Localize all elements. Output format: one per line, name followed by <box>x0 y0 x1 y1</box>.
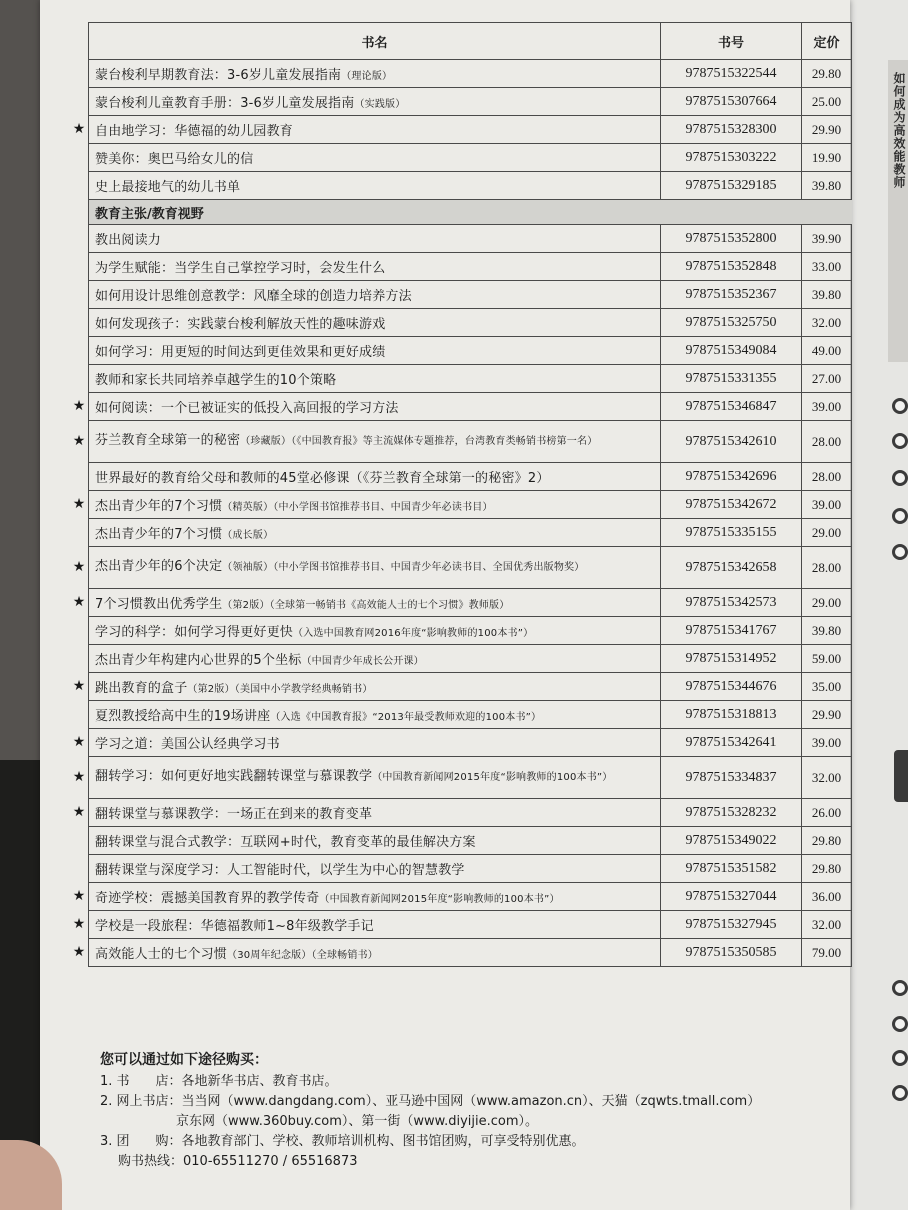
book-price: 39.80 <box>802 172 852 200</box>
book-isbn: 9787515334837 <box>661 757 802 799</box>
book-title: 高效能人士的七个习惯 <box>95 947 228 962</box>
purchase-line-group: 3. 团 购：各地教育部门、学校、教师培训机构、图书馆团购，可享受特别优惠。 <box>100 1134 585 1149</box>
book-edition-note: （珍藏版）（《中国教育报》等主流媒体专题推荐，台湾教育类畅销书榜第一名） <box>240 436 598 447</box>
purchase-heading: 您可以通过如下途径购买： <box>100 1052 268 1068</box>
book-row <box>89 365 852 393</box>
book-row <box>89 463 852 491</box>
book-row <box>89 939 852 967</box>
section-title: 教育主张/教育视野 <box>89 200 852 225</box>
book-row <box>89 253 852 281</box>
book-edition-note: （成长版） <box>222 530 274 541</box>
book-price: 59.00 <box>802 645 852 673</box>
book-isbn: 9787515344676 <box>661 673 802 701</box>
book-row <box>89 225 852 253</box>
book-price: 39.80 <box>802 617 852 645</box>
book-row <box>89 281 852 309</box>
book-edition-note: （实践版） <box>354 99 406 110</box>
book-row <box>89 883 852 911</box>
book-row <box>89 144 852 172</box>
star-icon: ★ <box>72 678 86 694</box>
book-row <box>89 701 852 729</box>
book-isbn: 9787515349084 <box>661 337 802 365</box>
book-title-cell <box>89 253 661 281</box>
book-isbn: 9787515307664 <box>661 88 802 116</box>
book-row <box>89 827 852 855</box>
table-header-row <box>89 23 852 60</box>
book-isbn: 9787515352367 <box>661 281 802 309</box>
book-title-cell <box>89 337 661 365</box>
book-title: 翻转学习：如何更好地实践翻转课堂与慕课教学 <box>95 769 373 784</box>
book-isbn: 9787515342573 <box>661 589 802 617</box>
book-title-cell <box>89 589 661 617</box>
book-edition-note: （精英版）（中小学图书馆推荐书目、中国青少年必读书目） <box>222 502 493 513</box>
book-price: 26.00 <box>802 799 852 827</box>
star-icon: ★ <box>72 594 86 610</box>
book-title-cell <box>89 421 661 463</box>
binding-ring-icon <box>892 398 908 414</box>
book-isbn: 9787515349022 <box>661 827 802 855</box>
header-title: 书名 <box>89 23 661 60</box>
book-title: 如何发现孩子：实践蒙台梭利解放天性的趣味游戏 <box>95 317 386 332</box>
book-isbn: 9787515352848 <box>661 253 802 281</box>
book-isbn: 9787515325750 <box>661 309 802 337</box>
book-edition-note: （第2版）（美国中小学教学经典畅销书） <box>187 684 373 695</box>
book-price: 32.00 <box>802 911 852 939</box>
book-row <box>89 172 852 200</box>
adjacent-book-tab <box>894 750 908 802</box>
section-row <box>89 200 852 225</box>
book-title: 夏烈教授给高中生的19场讲座 <box>95 709 271 724</box>
book-price: 33.00 <box>802 253 852 281</box>
book-isbn: 9787515318813 <box>661 701 802 729</box>
book-price: 29.80 <box>802 827 852 855</box>
book-row <box>89 88 852 116</box>
book-title: 赞美你：奥巴马给女儿的信 <box>95 152 254 167</box>
star-icon: ★ <box>72 398 86 414</box>
book-isbn: 9787515352800 <box>661 225 802 253</box>
book-row <box>89 337 852 365</box>
book-isbn: 9787515327945 <box>661 911 802 939</box>
binding-ring-icon <box>892 1016 908 1032</box>
book-isbn: 9787515335155 <box>661 519 802 547</box>
book-title: 教出阅读力 <box>95 233 162 248</box>
binding-ring-icon <box>892 544 908 560</box>
book-title: 学习之道：美国公认经典学习书 <box>95 737 280 752</box>
book-price: 49.00 <box>802 337 852 365</box>
book-title-cell <box>89 883 661 911</box>
book-title-cell <box>89 827 661 855</box>
book-price: 19.90 <box>802 144 852 172</box>
book-title: 自由地学习：华德福的幼儿园教育 <box>95 124 294 139</box>
book-row <box>89 589 852 617</box>
book-price: 29.80 <box>802 60 852 88</box>
book-price: 25.00 <box>802 88 852 116</box>
book-row <box>89 729 852 757</box>
book-title-cell <box>89 88 661 116</box>
book-title-cell <box>89 491 661 519</box>
book-price: 27.00 <box>802 365 852 393</box>
book-row <box>89 911 852 939</box>
book-price: 28.00 <box>802 463 852 491</box>
star-icon: ★ <box>72 734 86 750</box>
book-price: 29.00 <box>802 589 852 617</box>
book-title-cell <box>89 393 661 421</box>
book-title: 蒙台梭利儿童教育手册：3-6岁儿童发展指南 <box>95 96 355 111</box>
book-price: 29.90 <box>802 701 852 729</box>
binding-ring-icon <box>892 1085 908 1101</box>
book-isbn: 9787515327044 <box>661 883 802 911</box>
book-title-cell <box>89 172 661 200</box>
book-edition-note: （领袖版）（中小学图书馆推荐书目、中国青少年必读书目、全国优秀出版物奖） <box>222 562 585 573</box>
book-edition-note: （入选《中国教育报》“2013年最受教师欢迎的100本书”） <box>270 712 542 723</box>
star-icon: ★ <box>72 888 86 904</box>
book-title-cell <box>89 309 661 337</box>
star-icon: ★ <box>72 496 86 512</box>
book-isbn: 9787515329185 <box>661 172 802 200</box>
star-icon: ★ <box>72 944 86 960</box>
book-row <box>89 421 852 463</box>
book-title: 杰出青少年的6个决定 <box>95 559 223 574</box>
book-title-cell <box>89 281 661 309</box>
purchase-line-online-cont: 京东网（www.360buy.com）、第一街（www.diyijie.com）。 <box>176 1114 539 1129</box>
book-title-cell <box>89 673 661 701</box>
book-list-table <box>88 22 852 967</box>
book-row <box>89 673 852 701</box>
book-title: 杰出青少年构建内心世界的5个坐标 <box>95 653 302 668</box>
book-title: 奇迹学校：震撼美国教育界的教学传奇 <box>95 891 320 906</box>
book-isbn: 9787515342696 <box>661 463 802 491</box>
book-title-cell <box>89 365 661 393</box>
book-isbn: 9787515331355 <box>661 365 802 393</box>
header-price: 定价 <box>802 23 852 60</box>
book-title: 翻转课堂与慕课教学：一场正在到来的教育变革 <box>95 807 373 822</box>
book-isbn: 9787515351582 <box>661 855 802 883</box>
book-row <box>89 547 852 589</box>
book-title: 如何用设计思维创意教学：风靡全球的创造力培养方法 <box>95 289 412 304</box>
book-price: 28.00 <box>802 547 852 589</box>
book-isbn: 9787515342610 <box>661 421 802 463</box>
book-price: 39.00 <box>802 491 852 519</box>
book-title: 为学生赋能：当学生自己掌控学习时，会发生什么 <box>95 261 386 276</box>
book-isbn: 9787515314952 <box>661 645 802 673</box>
book-title-cell <box>89 60 661 88</box>
book-row <box>89 617 852 645</box>
book-row <box>89 855 852 883</box>
book-row <box>89 309 852 337</box>
book-price: 28.00 <box>802 421 852 463</box>
book-price: 39.00 <box>802 729 852 757</box>
book-isbn: 9787515322544 <box>661 60 802 88</box>
star-icon: ★ <box>72 121 86 137</box>
book-isbn: 9787515341767 <box>661 617 802 645</box>
book-title: 如何阅读：一个已被证实的低投入高回报的学习方法 <box>95 401 399 416</box>
book-price: 32.00 <box>802 757 852 799</box>
book-title: 史上最接地气的幼儿书单 <box>95 180 241 195</box>
book-title-cell <box>89 757 661 799</box>
book-title: 7个习惯教出优秀学生 <box>95 597 223 612</box>
star-icon: ★ <box>72 769 86 785</box>
book-title: 芬兰教育全球第一的秘密 <box>95 433 241 448</box>
book-title-cell <box>89 729 661 757</box>
star-icon: ★ <box>72 916 86 932</box>
book-edition-note: （中国教育新闻网2015年度“影响教师的100本书”） <box>372 772 613 783</box>
book-price: 39.80 <box>802 281 852 309</box>
book-title-cell <box>89 116 661 144</box>
book-title: 教师和家长共同培养卓越学生的10个策略 <box>95 373 337 388</box>
binding-ring-icon <box>892 433 908 449</box>
book-row <box>89 491 852 519</box>
book-title-cell <box>89 939 661 967</box>
book-edition-note: （理论版） <box>341 71 393 82</box>
book-isbn: 9787515328232 <box>661 799 802 827</box>
star-icon: ★ <box>72 559 86 575</box>
purchase-hotline: 购书热线：010-65511270 / 65516873 <box>118 1154 358 1169</box>
book-isbn: 9787515350585 <box>661 939 802 967</box>
book-edition-note: （中国教育新闻网2015年度“影响教师的100本书”） <box>319 894 560 905</box>
book-title-cell <box>89 911 661 939</box>
book-title: 杰出青少年的7个习惯 <box>95 499 223 514</box>
book-title: 学习的科学：如何学习得更好更快 <box>95 625 294 640</box>
book-title: 蒙台梭利早期教育法：3-6岁儿童发展指南 <box>95 68 342 83</box>
star-icon: ★ <box>72 804 86 820</box>
book-rows <box>89 60 852 967</box>
adjacent-book-cover: 如何成为高效能教师 <box>888 60 908 362</box>
binding-ring-icon <box>892 508 908 524</box>
book-title-cell <box>89 144 661 172</box>
book-row <box>89 519 852 547</box>
book-price: 29.00 <box>802 519 852 547</box>
book-title-cell <box>89 519 661 547</box>
book-title: 世界最好的教育给父母和教师的45堂必修课（《芬兰教育全球第一的秘密》2） <box>95 471 550 486</box>
book-price: 79.00 <box>802 939 852 967</box>
book-isbn: 9787515342658 <box>661 547 802 589</box>
book-row <box>89 393 852 421</box>
purchase-line-online: 2. 网上书店：当当网（www.dangdang.com）、亚马逊中国网（www.amazon.cn）、天猫（zqwts.tmall.com） <box>100 1094 761 1109</box>
book-price: 39.90 <box>802 225 852 253</box>
book-isbn: 9787515342641 <box>661 729 802 757</box>
book-price: 36.00 <box>802 883 852 911</box>
book-title-cell <box>89 463 661 491</box>
book-price: 39.00 <box>802 393 852 421</box>
book-edition-note: （中国青少年成长公开课） <box>301 656 424 667</box>
book-price: 29.90 <box>802 116 852 144</box>
book-row <box>89 116 852 144</box>
book-row <box>89 799 852 827</box>
book-price: 32.00 <box>802 309 852 337</box>
book-row <box>89 757 852 799</box>
book-edition-note: （入选中国教育网2016年度“影响教师的100本书”） <box>293 628 534 639</box>
book-row <box>89 60 852 88</box>
book-title: 如何学习：用更短的时间达到更佳效果和更好成绩 <box>95 345 386 360</box>
book-title: 翻转课堂与深度学习：人工智能时代，以学生为中心的智慧教学 <box>95 863 465 878</box>
star-icon: ★ <box>72 433 86 449</box>
book-isbn: 9787515342672 <box>661 491 802 519</box>
book-title-cell <box>89 855 661 883</box>
book-row <box>89 645 852 673</box>
book-edition-note: （第2版）（全球第一畅销书《高效能人士的七个习惯》教师版） <box>222 600 510 611</box>
book-title-cell <box>89 547 661 589</box>
book-title: 学校是一段旅程：华德福教师1~8年级教学手记 <box>95 919 374 934</box>
binding-ring-icon <box>892 1050 908 1066</box>
book-title-cell <box>89 799 661 827</box>
book-isbn: 9787515346847 <box>661 393 802 421</box>
header-isbn: 书号 <box>661 23 802 60</box>
book-title: 翻转课堂与混合式教学：互联网+时代，教育变革的最佳解决方案 <box>95 835 476 850</box>
purchase-info <box>100 1050 840 1172</box>
book-price: 35.00 <box>802 673 852 701</box>
book-price: 29.80 <box>802 855 852 883</box>
book-title: 杰出青少年的7个习惯 <box>95 527 223 542</box>
book-title-cell <box>89 701 661 729</box>
book-title: 跳出教育的盒子 <box>95 681 188 696</box>
book-title-cell <box>89 225 661 253</box>
book-title-cell <box>89 645 661 673</box>
book-isbn: 9787515328300 <box>661 116 802 144</box>
book-title-cell <box>89 617 661 645</box>
binding-ring-icon <box>892 980 908 996</box>
purchase-line-bookstore: 1. 书 店：各地新华书店、教育书店。 <box>100 1074 338 1089</box>
book-edition-note: （30周年纪念版）（全球畅销书） <box>227 950 378 961</box>
book-isbn: 9787515303222 <box>661 144 802 172</box>
binding-ring-icon <box>892 470 908 486</box>
